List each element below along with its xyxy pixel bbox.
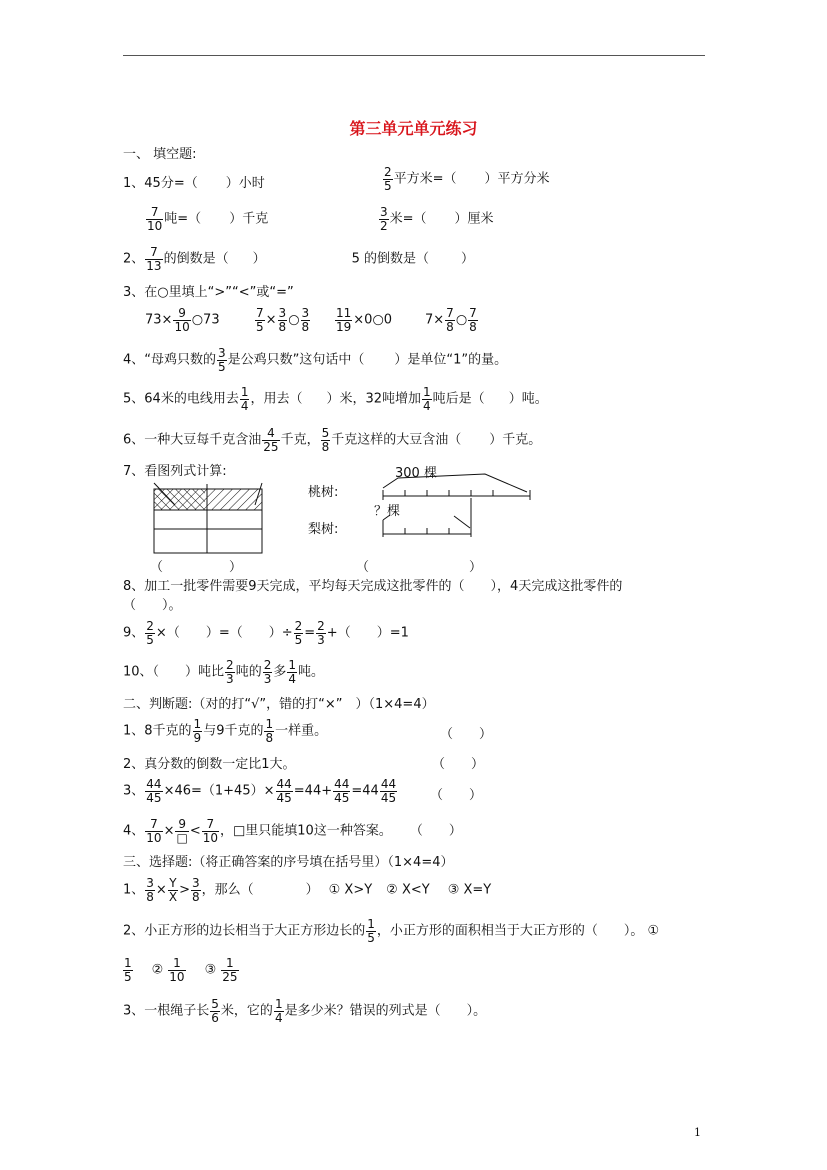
fraction: $\frac{7}{5}$ xyxy=(256,306,264,334)
fraction: $\frac{7}{10}$ xyxy=(146,817,162,845)
fraction: $\frac{1}{4}$ xyxy=(274,997,283,1025)
question-3-e3: $\frac{11}{19}$ ×0○0 xyxy=(336,306,393,334)
fraction: 9 □ xyxy=(176,817,188,845)
fraction: $\frac{5}{8}$ xyxy=(321,426,330,454)
judge-1: 1、8千克的 $\frac{1}{9}$ 与9千克的 $\frac{1}{8}$ 一样重。 xyxy=(123,717,328,745)
fraction: $\frac{2}{5}$ xyxy=(146,619,154,647)
fraction: $\frac{44}{45}$ xyxy=(276,777,292,805)
fraction: $\frac{Y}{X}$ xyxy=(168,876,178,904)
peach-label: 桃树: xyxy=(308,485,339,500)
question-7-figures xyxy=(0,0,827,580)
fraction: $\frac{7}{8}$ xyxy=(469,306,477,334)
question-6: 6、一种大豆每千克含油 $\frac{4}{25}$ 千克， $\frac{5}{8}$ 千克这样的大豆含油（ ）千克。 xyxy=(123,426,542,454)
fraction: $\frac{3}{5}$ xyxy=(218,346,226,374)
question-3: 3、在○里填上“>”“<”或“=” xyxy=(123,285,294,300)
question-1a: 1、45分=（ ）小时 xyxy=(123,176,265,191)
choice-2-options: $\frac{1}{5}$ ② $\frac{1}{10}$ ③ $\frac{1}{25}$ xyxy=(124,956,238,984)
judge-4: 4、 $\frac{7}{10}$ × 9 □ < $\frac{7}{10}$ ，□里只能填10这一种答案。 （ ） xyxy=(123,817,462,845)
fraction: $\frac{11}{19}$ xyxy=(336,306,352,334)
area-diagram xyxy=(154,483,262,553)
fraction: $\frac{1}{8}$ xyxy=(265,717,274,745)
choice-1: 1、 $\frac{3}{8}$ × $\frac{Y}{X}$ > $\frac{3}{8}$ ，那么（ ） ① X>Y ② X<Y ③ X=Y xyxy=(123,876,492,904)
page-number: 1 xyxy=(694,1126,701,1139)
fraction: $\frac{7}{13}$ xyxy=(146,245,162,273)
fraction: $\frac{1}{5}$ xyxy=(124,956,132,984)
fraction: $\frac{1}{9}$ xyxy=(193,717,202,745)
fraction: $\frac{44}{45}$ xyxy=(380,777,397,805)
question-3-e4: 7× $\frac{7}{8}$ ○ $\frac{7}{8}$ xyxy=(425,306,477,334)
fraction: $\frac{1}{10}$ xyxy=(169,956,185,984)
fraction: $\frac{2}{3}$ xyxy=(263,658,272,686)
fraction: $\frac{2}{3}$ xyxy=(226,658,234,686)
question-1b: $\frac{2}{5}$ 平方米=（ ）平方分米 xyxy=(384,165,550,193)
fraction: $\frac{1}{5}$ xyxy=(367,917,375,945)
fraction: $\frac{3}{8}$ xyxy=(146,876,154,904)
judge-3-paren: （ ） xyxy=(430,788,483,803)
question-1c: $\frac{7}{10}$ 吨=（ ）千克 xyxy=(147,205,269,233)
fraction: $\frac{1}{25}$ xyxy=(222,956,238,984)
section-1-heading: 一、 填空题: xyxy=(123,147,197,162)
section-2-heading: 二、判断题:（对的打“√”，错的打“×” ）（1×4=4） xyxy=(123,697,435,712)
fraction: $\frac{3}{8}$ xyxy=(301,306,310,334)
judge-3: 3、 $\frac{44}{45}$ ×46=（1+45）× $\frac{44}{45}$ =44+ $\frac{44}{45}$ =44 $\frac{44}{45}$ xyxy=(123,777,397,805)
fraction: $\frac{1}{4}$ xyxy=(288,658,296,686)
question-3-e2: $\frac{7}{5}$ × $\frac{3}{8}$ ○ $\frac{3}{8}$ xyxy=(256,306,310,334)
fraction: $\frac{3}{8}$ xyxy=(278,306,287,334)
choice-3: 3、一根绳子长 $\frac{5}{6}$ 米，它的 $\frac{1}{4}$ 是多少米？错误的列式是（ ）。 xyxy=(123,997,487,1025)
choice-2: 2、小正方形的边长相当于大正方形边长的 $\frac{1}{5}$ ，小正方形的面积相当于大正方形的（ ）。 ① xyxy=(123,917,660,945)
fraction: $\frac{3}{8}$ xyxy=(191,876,200,904)
fraction: $\frac{2}{5}$ xyxy=(384,165,392,193)
question-4: 4、“母鸡只数的 $\frac{3}{5}$ 是公鸡只数”这句话中（ ）是单位“1”的量。 xyxy=(123,346,508,374)
fraction: $\frac{7}{10}$ xyxy=(147,205,163,233)
question-10: 10、（ ）吨比 $\frac{2}{3}$ 吨的 $\frac{2}{3}$ 多 $\frac{1}{4}$ 吨。 xyxy=(123,658,325,686)
fraction: $\frac{7}{10}$ xyxy=(202,817,218,845)
question-2: 2、 $\frac{7}{13}$ 的倒数是（ ） 5 的倒数是（ ） xyxy=(123,245,475,273)
section-3-heading: 三、选择题:（将正确答案的序号填在括号里）（1×4=4） xyxy=(123,855,454,870)
fraction: $\frac{2}{5}$ xyxy=(294,619,303,647)
judge-1-paren: （ ） xyxy=(440,727,493,742)
pear-label: 梨树: xyxy=(308,522,339,537)
peach-count-label: 300 棵 xyxy=(395,466,437,481)
question-5: 5、64米的电线用去 $\frac{1}{4}$ ，用去（ ）米，32吨增加 $\frac{1}{4}$ 吨后是（ ）吨。 xyxy=(123,385,548,413)
question-3-e1: 73× $\frac{9}{10}$ ○73 xyxy=(145,306,220,334)
fraction: $\frac{1}{4}$ xyxy=(423,385,431,413)
answer-paren-1: （ ） xyxy=(150,560,243,575)
question-8-line1: 8、加工一批零件需要9天完成，平均每天完成这批零件的（ ），4天完成这批零件的 xyxy=(123,579,623,594)
fraction: $\frac{1}{4}$ xyxy=(240,385,249,413)
fraction: $\frac{5}{6}$ xyxy=(211,997,219,1025)
answer-paren-2: （ ） xyxy=(356,560,483,575)
pear-count-label: ？棵 xyxy=(374,504,401,519)
fraction: $\frac{7}{8}$ xyxy=(446,306,454,334)
fraction: $\frac{2}{3}$ xyxy=(317,619,325,647)
fraction: $\frac{9}{10}$ xyxy=(174,306,190,334)
fraction: $\frac{44}{45}$ xyxy=(146,777,162,805)
question-7: 7、看图列式计算: xyxy=(123,464,227,479)
judge-2: 2、真分数的倒数一定比1大。 xyxy=(123,757,296,772)
page-title: 第三单元单元练习 xyxy=(349,119,478,138)
judge-2-paren: （ ） xyxy=(432,757,485,772)
fraction: $\frac{4}{25}$ xyxy=(263,426,279,454)
question-9: 9、 $\frac{2}{5}$ ×（ ）=（ ）÷ $\frac{2}{5}$ = $\frac{2}{3}$ +（ ）=1 xyxy=(123,619,409,647)
fraction: $\frac{44}{45}$ xyxy=(334,777,350,805)
fraction: $\frac{3}{2}$ xyxy=(380,205,388,233)
question-8-line2: （ ）。 xyxy=(123,598,182,613)
question-1d: $\frac{3}{2}$ 米=（ ）厘米 xyxy=(380,205,494,233)
